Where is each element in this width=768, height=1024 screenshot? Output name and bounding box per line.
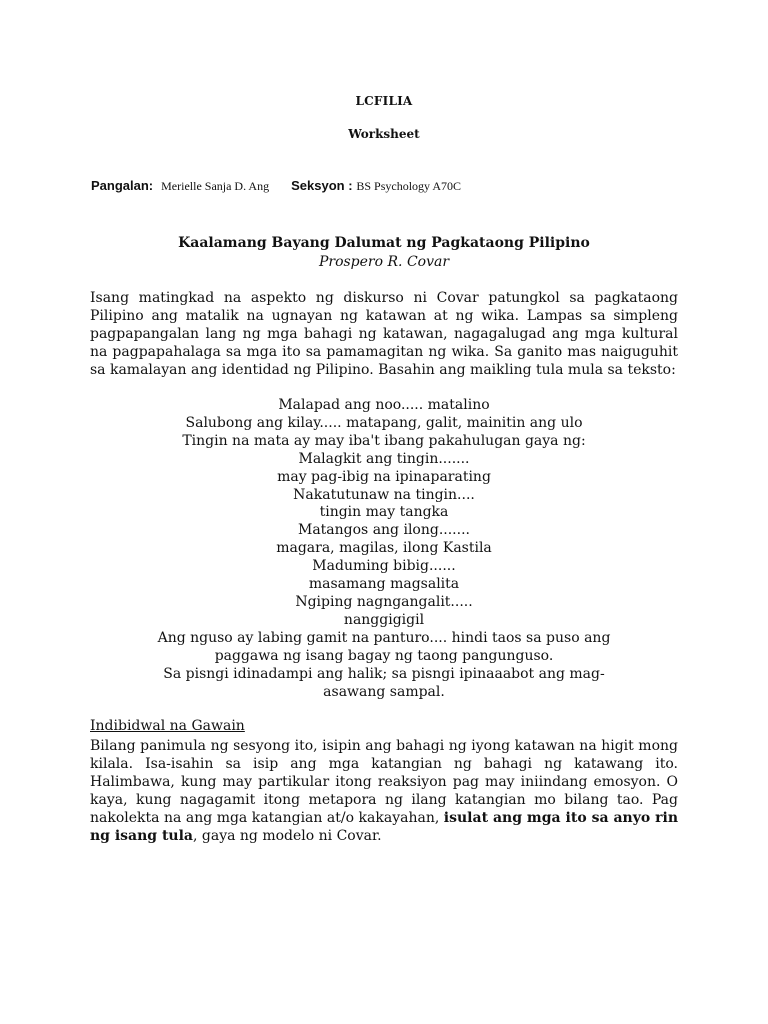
poem-line: Matangos ang ilong....... (298, 522, 470, 539)
activity-paragraph (90, 737, 678, 846)
document-type: Worksheet (348, 127, 420, 141)
course-code: LCFILIA (355, 94, 413, 108)
activity-text: Bilang panimula ng sesyong ito, isipin ang bahagi ng iyong katawan na higit mong kilala. Isa-isahin sa isip ang mga katangian ng bahagi ng katawang ito. Halimbawa, kung may partikular itong reaksiyon pag may iniindang emosyon. O kaya, kung nagagamit itong metapora ng ilang katangian mo bilang tao. Pag nakolekta na ang mga katangian at/o kakayahan, (90, 738, 678, 827)
activity-heading: Indibidwal na Gawain (90, 718, 245, 734)
poem-line: Malagkit ang tingin....... (298, 450, 470, 467)
poem-line: Malapad ang noo..... matalino (278, 397, 490, 413)
poem-line: Tingin na mata ay may iba't ibang pakahulugan gaya ng: (182, 432, 586, 449)
reading-author: Prospero R. Covar (318, 254, 450, 270)
poem-line: Ang nguso ay labing gamit na panturo.... hindi taos sa puso ang (157, 629, 611, 646)
reading-title: Kaalamang Bayang Dalumat ng Pagkataong Pilipino (178, 235, 590, 251)
section-value: BS Psychology A70C (356, 179, 462, 193)
poem-line: Salubong ang kilay..... matapang, galit, mainitin ang ulo (185, 414, 583, 431)
poem-line: nanggigigil (343, 611, 425, 628)
poem-line: Ngiping nagngangalit..... (295, 593, 473, 610)
poem-line: Nakatutunaw na tingin.... (293, 486, 475, 503)
poem-line: magara, magilas, ilong Kastila (276, 540, 492, 557)
activity-text-end: , gaya ng modelo ni Covar. (193, 828, 382, 845)
poem-line: tingin may tangka (319, 504, 449, 521)
poem-line: paggawa ng isang bagay ng taong pangunguso. (214, 647, 554, 664)
intro-paragraph: Isang matingkad na aspekto ng diskurso ni Covar patungkol sa pagkataong Pilipino ang matalik na ugnayan ng katawan at ng wika. Lampas sa simpleng pagpapangalan lang ng mga bahagi ng katawan, nagagalugad ang mga kultural na pagpapahalaga sa mga ito sa pamamagitan ng wika. Sa ganito mas naiguguhit sa kamalayan ang identidad ng Pilipino. Basahin ang maikling tula mula sa teksto: (90, 290, 678, 379)
poem (90, 397, 678, 701)
poem-line: may pag-ibig na ipinaparating (277, 468, 491, 485)
activity-emphasis: isulat ang mga ito sa anyo rin ng isang tula (90, 810, 678, 845)
poem-line: Maduming bibig...... (312, 558, 456, 575)
poem-line: asawang sampal. (323, 683, 445, 700)
student-info-line (91, 178, 461, 194)
poem-line: Sa pisngi idinadampi ang halik; sa pisngi ipinaaabot ang mag- (163, 665, 605, 682)
section-label: Seksyon : (291, 178, 353, 193)
name-label: Pangalan: (91, 178, 154, 193)
poem-line: masamang magsalita (308, 576, 460, 593)
name-value: Merielle Sanja D. Ang (161, 179, 270, 193)
